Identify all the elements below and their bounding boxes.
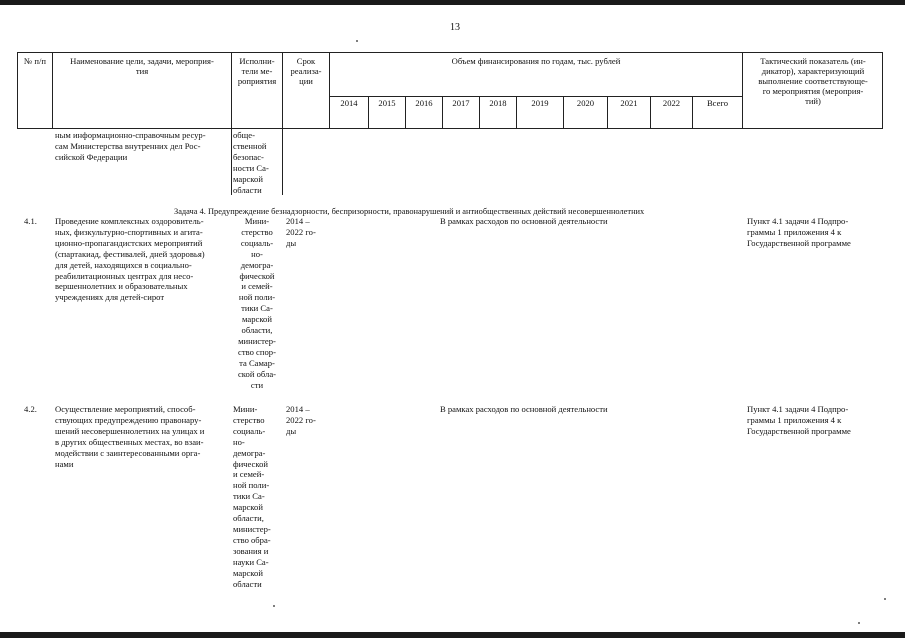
year-2015: 2015	[378, 98, 396, 108]
scan-speck	[884, 598, 886, 600]
task-heading: Задача 4. Предупреждение безнадзорности, беспризорности, правонарушений и антиобщественных действий несовершеннолетних	[174, 207, 645, 216]
header-term: Срок реализа- ции	[290, 56, 322, 86]
year-2022: 2022	[662, 98, 681, 108]
row-executor: Мини- стерство социаль- но- демогра- фической и семей- ной поли- тики Са- марской области, министер- ство спор- та Самар- ской обла- сти	[237, 216, 277, 390]
row-name: Проведение комплексных оздоровитель- ных, физкультурно-спортивных и агита- ционно-пропагандистских мероприятий (спартакиад, фестивалей, дней здоровья) для детей, находящихся в социально- реабилитационных центрах для несо- вершеннолетних и образовательных учреждениях для детей-сирот	[55, 216, 205, 303]
year-2021: 2021	[620, 98, 638, 108]
header-executor: Исполни- тели ме- роприятия	[237, 56, 277, 86]
continuation-name: ным информационно-справочным ресур- сам Министерства внутренних дел Рос- сийской Федерации	[55, 130, 206, 162]
page-number: 13	[450, 22, 460, 33]
row-executor: Мини- стерство социаль- но- демогра- фической и семей- ной поли- тики Са- марской области, министер- ство обра- зования и науки Са- марской области	[233, 404, 271, 589]
row-indicator: Пункт 4.1 задачи 4 Подпро- граммы 1 приложения 4 к Государственной программе	[747, 404, 851, 436]
year-2020: 2020	[576, 98, 595, 108]
row-term: 2014 – 2022 го- ды	[286, 404, 316, 436]
year-2014: 2014	[340, 98, 358, 108]
scan-speck	[356, 40, 358, 42]
year-2016: 2016	[415, 98, 433, 108]
row-name: Осуществление мероприятий, способ- ствующих предупреждению правонару- шений несовершеннолетних на улицах и в других общественных местах, во взаи- модействии с заинтересованными орга- нами	[55, 404, 205, 469]
header-finance: Объем финансирования по годам, тыс. рублей	[451, 56, 621, 66]
bottom-border	[0, 632, 905, 638]
scan-speck	[858, 622, 860, 624]
row-finance: В рамках расходов по основной деятельности	[440, 216, 608, 226]
year-2017: 2017	[452, 98, 470, 108]
year-2018: 2018	[489, 98, 507, 108]
row-term: 2014 – 2022 го- ды	[286, 216, 316, 248]
top-border	[0, 0, 905, 5]
row-finance: В рамках расходов по основной деятельности	[440, 404, 608, 414]
row-indicator: Пункт 4.1 задачи 4 Подпро- граммы 1 приложения 4 к Государственной программе	[747, 216, 851, 248]
row-number: 4.2.	[24, 404, 37, 414]
scan-speck	[273, 605, 275, 607]
year-total: Всего	[706, 98, 729, 108]
continuation-executor: обще- ственной безопас- ности Са- марской области	[233, 130, 269, 195]
header-number: № п/п	[24, 56, 46, 66]
year-2019: 2019	[531, 98, 549, 108]
row-number: 4.1.	[24, 216, 37, 226]
header-name: Наименование цели, задачи, мероприя- тия	[70, 56, 214, 76]
header-indicator: Тактический показатель (ин- дикатор), характеризующий выполнение соответствующе- го мероприятия (мероприя- тий)	[758, 56, 868, 106]
